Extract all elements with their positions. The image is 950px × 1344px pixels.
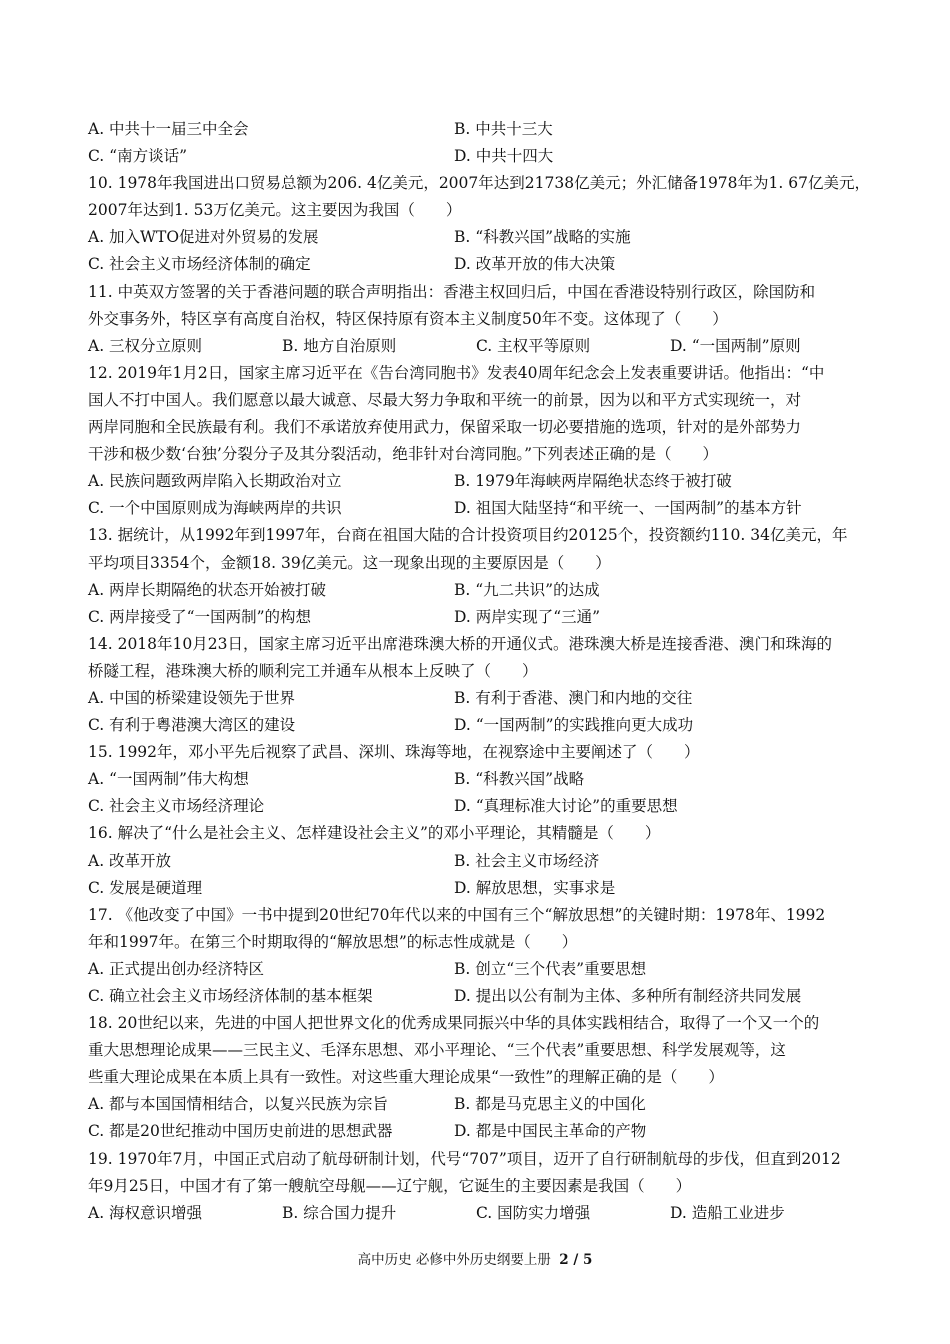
questions-content: [88, 116, 870, 1227]
option-row: [88, 577, 864, 604]
option: B. “科教兴国”战略: [454, 770, 585, 789]
question-stem-line: 16. 解决了“什么是社会主义、怎样建设社会主义”的邓小平理论，其精髓是（ ）: [88, 824, 661, 843]
footer-text: 高中历史 必修中外历史纲要上册: [357, 1252, 551, 1268]
question-block: [88, 739, 864, 820]
question-stem-line: 19. 1970年7月，中国正式启动了航母研制计划，代号“707”项目，迈开了自行研制航母的步伐，但直到2012: [88, 1149, 841, 1168]
option-row: [88, 956, 864, 983]
option: A. 改革开放: [88, 851, 172, 870]
option: B. 1979年海峡两岸隔绝状态终于被打破: [454, 472, 732, 491]
option-row: [88, 848, 864, 875]
question-stem-line: 年9月25日，中国才有了第一艘航空母舰——辽宁舰，它诞生的主要因素是我国（ ）: [88, 1176, 692, 1195]
option: A. 中共十一届三中全会: [88, 120, 249, 138]
option-row: [88, 224, 864, 251]
option: A. 海权意识增强: [88, 1203, 203, 1222]
option: D. 提出以公有制为主体、多种所有制经济共同发展: [454, 987, 802, 1005]
question-stem-line: 11. 中英双方签署的关于香港问题的联合声明指出：香港主权回归后，中国在香港设特别行政区，除国防和: [88, 282, 816, 301]
option-row: [88, 1200, 864, 1227]
option: D. 解放思想，实事求是: [454, 878, 616, 897]
option: C. 社会主义市场经济体制的确定: [88, 255, 311, 274]
option: C. 两岸接受了“一国两制”的构想: [88, 607, 312, 626]
option: D. 造船工业进步: [670, 1203, 785, 1222]
option: A. “一国两制”伟大构想: [88, 770, 249, 789]
option: D. 改革开放的伟大决策: [454, 255, 616, 274]
option: A. 民族问题致两岸陷入长期政治对立: [88, 472, 342, 491]
option: C. 确立社会主义市场经济体制的基本框架: [88, 987, 373, 1005]
option: D. “一国两制”的实践推向更大成功: [454, 716, 694, 735]
option: B. 社会主义市场经济: [454, 851, 600, 870]
option: C. 发展是硬道理: [88, 878, 203, 897]
option: C. 都是20世纪推动中国历史前进的思想武器: [88, 1122, 393, 1141]
question-stem-line: 18. 20世纪以来，先进的中国人把世界文化的优秀成果同振兴中华的具体实践相结合，取得了一个又一个的: [88, 1014, 820, 1033]
option: A. 三权分立原则: [88, 336, 203, 355]
option-row: [88, 333, 864, 360]
option: D. 都是中国民主革命的产物: [454, 1122, 647, 1141]
option-row: [88, 116, 864, 143]
question-stem-line: 平均项目3354个，金额18. 39亿美元。这一现象出现的主要原因是（ ）: [88, 553, 611, 572]
question-stem-line: 些重大理论成果在本质上具有一致性。对这些重大理论成果“一致性”的理解正确的是（ ）: [88, 1068, 724, 1087]
option: D. 两岸实现了“三通”: [454, 607, 601, 626]
option: B. 都是马克思主义的中国化: [454, 1095, 646, 1114]
question-block: [88, 902, 864, 1010]
option: B. “科教兴国”战略的实施: [454, 228, 631, 247]
option-row: [88, 983, 864, 1010]
option: B. 创立“三个代表”重要思想: [454, 959, 647, 978]
option-row: [88, 143, 864, 170]
option: C. 有利于粤港澳大湾区的建设: [88, 716, 296, 735]
option-row: [88, 712, 864, 739]
question-block: [88, 631, 864, 739]
option-row: [88, 468, 864, 495]
question-stem-line: 干涉和极少数‘台独’分裂分子及其分裂活动，绝非针对台湾同胞。”下列表述正确的是（ ）: [88, 445, 719, 464]
question-stem-line: 17. 《他改变了中国》一书中提到20世纪70年代以来的中国有三个“解放思想”的关键时期：1978年、1992: [88, 905, 826, 924]
question-stem-line: 13. 据统计，从1992年到1997年，台商在祖国大陆的合计投资项目约20125个，投资额约110. 34亿美元，年: [88, 526, 848, 545]
option: C. 国防实力增强: [476, 1203, 591, 1222]
option-row: [88, 251, 864, 278]
question-block: [88, 360, 864, 523]
page-number: 2 / 5: [559, 1252, 593, 1268]
question-block: [88, 279, 864, 360]
option: B. 中共十三大: [454, 120, 553, 138]
option: C. 社会主义市场经济理论: [88, 797, 265, 816]
question-stem-line: 12. 2019年1月2日，国家主席习近平在《告台湾同胞书》发表40周年纪念会上发表重要讲话。他指出：“中: [88, 363, 825, 382]
option-row: [88, 685, 864, 712]
question-stem-line: 14. 2018年10月23日，国家主席习近平出席港珠澳大桥的开通仪式。港珠澳大桥是连接香港、澳门和珠海的: [88, 634, 832, 653]
question-stem-line: 2007年达到1. 53万亿美元。这主要因为我国（ ）: [88, 201, 462, 220]
option: B. 地方自治原则: [282, 336, 397, 355]
question-block: [88, 1010, 864, 1145]
option: D. 中共十四大: [454, 147, 554, 166]
option-row: [88, 604, 864, 631]
option: C. “南方谈话”: [88, 147, 188, 166]
option: B. 有利于香港、澳门和内地的交往: [454, 688, 693, 707]
question-stem-line: 年和1997年。在第三个时期取得的“解放思想”的标志性成就是（ ）: [88, 932, 578, 951]
option: D. “一国两制”原则: [670, 336, 801, 355]
option-row: [88, 1091, 864, 1118]
question-block: [88, 820, 864, 901]
option-row: [88, 793, 864, 820]
option: B. 综合国力提升: [282, 1203, 397, 1222]
question-block: [88, 1146, 864, 1227]
question-stem-line: 重大思想理论成果——三民主义、毛泽东思想、邓小平理论、“三个代表”重要思想、科学发展观等，这: [88, 1041, 786, 1060]
option: A. 正式提出创办经济特区: [88, 959, 265, 978]
question-stem-line: 桥隧工程，港珠澳大桥的顺利完工并通车从根本上反映了（ ）: [88, 661, 538, 680]
option: C. 主权平等原则: [476, 336, 591, 355]
question-stem-line: 外交事务外，特区享有高度自治权，特区保持原有资本主义制度50年不变。这体现了（ ）: [88, 309, 728, 328]
option-row: [88, 766, 864, 793]
option: D. 祖国大陆坚持“和平统一、一国两制”的基本方针: [454, 499, 802, 518]
option: D. “真理标准大讨论”的重要思想: [454, 797, 678, 816]
question-stem-line: 两岸同胞和全民族最有利。我们不承诺放弃使用武力，保留采取一切必要措施的选项，针对的是外部势力: [88, 418, 802, 437]
option: A. 加入WTO促进对外贸易的发展: [88, 228, 319, 247]
page-footer: [0, 1251, 950, 1269]
question-list: [88, 170, 870, 1227]
option-row: [88, 875, 864, 902]
option: A. 中国的桥梁建设领先于世界: [88, 688, 296, 707]
question-block: [88, 522, 864, 630]
option: B. “九二共识”的达成: [454, 580, 600, 599]
option: A. 都与本国国情相结合，以复兴民族为宗旨: [88, 1095, 389, 1114]
option-row: [88, 495, 864, 522]
question-block: [88, 170, 870, 278]
option: A. 两岸长期隔绝的状态开始被打破: [88, 580, 327, 599]
question-stem-line: 10. 1978年我国进出口贸易总额为206. 4亿美元，2007年达到21738亿美元；外汇储备1978年为1. 67亿美元，: [88, 174, 870, 193]
question-stem-line: 国人不打中国人。我们愿意以最大诚意、尽最大努力争取和平统一的前景，因为以和平方式实现统一，对: [88, 390, 802, 409]
option-row: [88, 1118, 864, 1145]
option: C. 一个中国原则成为海峡两岸的共识: [88, 499, 342, 518]
question-stem-line: 15. 1992年，邓小平先后视察了武昌、深圳、珠海等地，在视察途中主要阐述了（ ）: [88, 743, 700, 762]
